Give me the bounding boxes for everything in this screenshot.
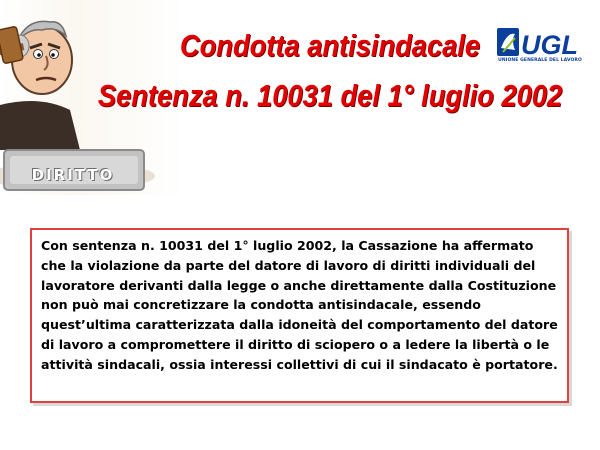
page-subtitle: Sentenza n. 10031 del 1° luglio 2002: [97, 78, 563, 113]
ugl-logo-icon: [497, 26, 583, 60]
sentence-text: Con sentenza n. 10031 del 1° luglio 2002, la Cassazione ha affermato che la violazione da parte del datore di lavoro di diritti individuali del lavoratore derivanti dalla legge o anche direttamente dalla Costituzione non può mai concretizzare la condotta antisindacale, essendo quest’ultima caratterizzata dalla idoneità del comportamento del datore di lavoro a compromettere il diritto di sciopero o a ledere la libertà o le attività sindacali, ossia interessi collettivi di cui il sindacato è portatore.: [41, 238, 558, 372]
svg-text:UGL: UGL: [521, 30, 578, 60]
ugl-logo: [497, 26, 583, 60]
illustration-label: DIRITTO: [31, 166, 115, 184]
logo-tagline: UNIONE GENERALE DEL LAVORO: [498, 58, 582, 63]
page-title: Condotta antisindacale: [179, 28, 481, 63]
sentence-text-box: [30, 228, 569, 403]
